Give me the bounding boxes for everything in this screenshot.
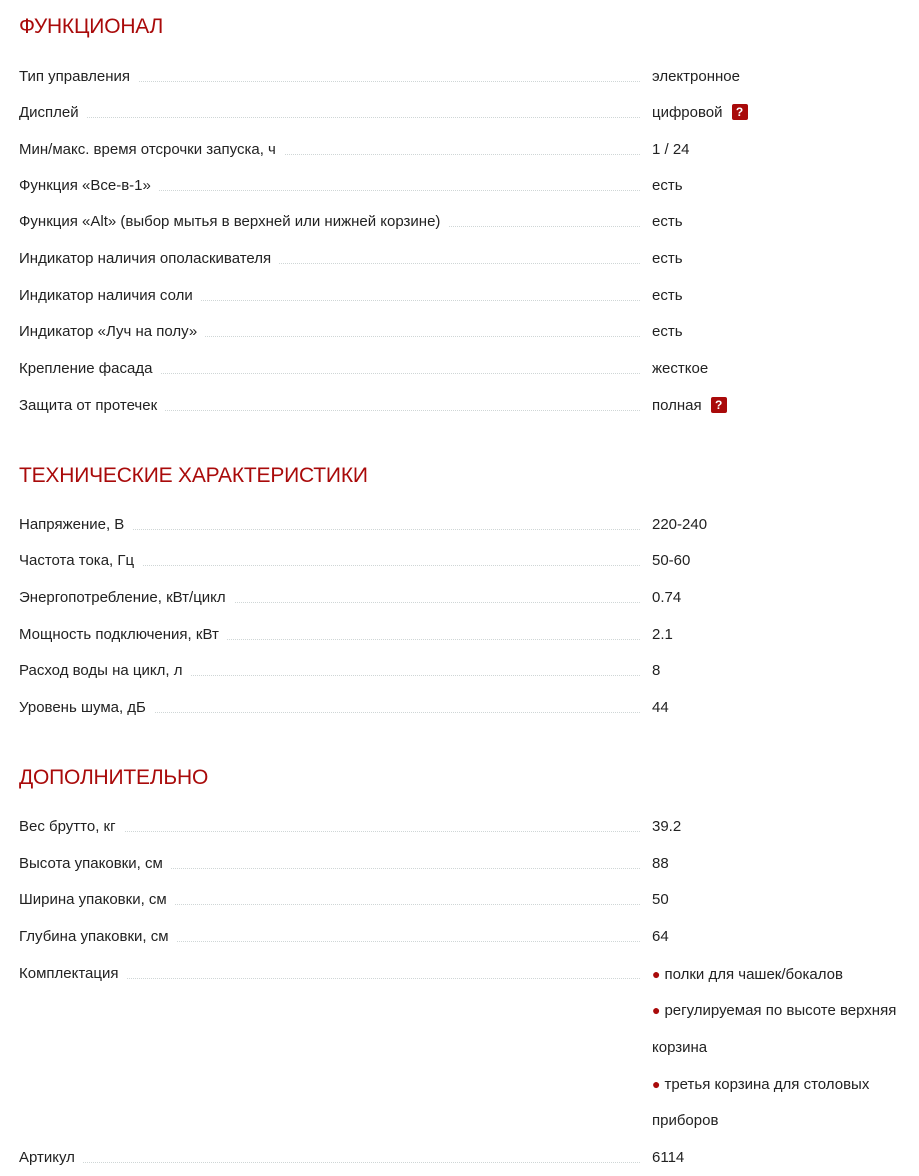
- kit-list-item-continuation: [652, 1029, 919, 1066]
- spec-row: [19, 321, 919, 343]
- spec-value: 6114: [652, 1149, 685, 1166]
- spec-value: есть: [652, 213, 683, 230]
- spec-label: Индикатор «Луч на полу»: [19, 323, 205, 340]
- section-title-technical: ТЕХНИЧЕСКИЕ ХАРАКТЕРИСТИКИ: [19, 464, 368, 487]
- help-icon[interactable]: ?: [732, 104, 748, 120]
- spec-label: Артикул: [19, 1149, 83, 1166]
- spec-label: Индикатор наличия ополаскивателя: [19, 250, 279, 267]
- spec-value: есть: [652, 323, 683, 340]
- spec-row: [19, 1147, 919, 1169]
- spec-row: [19, 175, 919, 197]
- spec-value: 2.1: [652, 626, 673, 643]
- bullet-dot-icon: ●: [652, 966, 661, 982]
- spec-label: Функция «Alt» (выбор мытья в верхней или нижней корзине): [19, 213, 448, 230]
- spec-label: Высота упаковки, см: [19, 855, 171, 872]
- spec-label: Частота тока, Гц: [19, 552, 142, 569]
- spec-row: [19, 248, 919, 270]
- section-title-additional: ДОПОЛНИТЕЛЬНО: [19, 766, 209, 789]
- spec-value: есть: [652, 250, 683, 267]
- spec-value: 64: [652, 928, 669, 945]
- help-icon[interactable]: ?: [711, 397, 727, 413]
- spec-row: [19, 358, 919, 380]
- spec-row: [19, 697, 919, 719]
- spec-row: [19, 102, 919, 124]
- spec-row: [19, 853, 919, 875]
- spec-label: Защита от протечек: [19, 397, 165, 414]
- kit-list-item-continuation: [652, 1102, 919, 1139]
- spec-label: Напряжение, В: [19, 516, 132, 533]
- spec-label: Тип управления: [19, 68, 138, 85]
- spec-row: [19, 550, 919, 572]
- kit-item-text: регулируемая по высоте верхняя: [664, 1002, 897, 1019]
- spec-value-with-help: [652, 395, 727, 417]
- spec-value: 50: [652, 891, 669, 908]
- spec-label: Энергопотребление, кВт/цикл: [19, 589, 234, 606]
- dotted-leader: [19, 117, 640, 118]
- spec-label: Расход воды на цикл, л: [19, 662, 190, 679]
- spec-value: 88: [652, 855, 669, 872]
- spec-row: [19, 660, 919, 682]
- dotted-leader: [19, 1162, 640, 1163]
- spec-row: [19, 395, 919, 417]
- spec-label: Мин/макс. время отсрочки запуска, ч: [19, 141, 284, 158]
- spec-label: Функция «Все-в-1»: [19, 177, 159, 194]
- spec-value: 50-60: [652, 552, 691, 569]
- spec-row: [19, 514, 919, 536]
- kit-list-item: [652, 1066, 919, 1103]
- bullet-dot-icon: ●: [652, 1002, 661, 1018]
- spec-label: Мощность подключения, кВт: [19, 626, 227, 643]
- spec-label: Уровень шума, дБ: [19, 699, 154, 716]
- kit-item-text: корзина: [652, 1039, 708, 1056]
- spec-value: 8: [652, 662, 661, 679]
- spec-value: 1 / 24: [652, 141, 690, 158]
- spec-value: 44: [652, 699, 669, 716]
- spec-label: Глубина упаковки, см: [19, 928, 177, 945]
- spec-value: 0.74: [652, 589, 682, 606]
- spec-value: 39.2: [652, 818, 682, 835]
- spec-value: электронное: [652, 68, 740, 85]
- spec-value-text: цифровой: [652, 104, 723, 121]
- kit-item-text: третья корзина для столовых: [664, 1076, 870, 1093]
- bullet-dot-icon: ●: [652, 1076, 661, 1092]
- kit-list-item: [652, 956, 919, 993]
- spec-label: Индикатор наличия соли: [19, 287, 201, 304]
- section-title-functional: ФУНКЦИОНАЛ: [19, 15, 164, 38]
- spec-value: есть: [652, 287, 683, 304]
- spec-label: Дисплей: [19, 104, 87, 121]
- spec-value: жесткое: [652, 360, 709, 377]
- spec-row: [19, 139, 919, 161]
- spec-row: [19, 66, 919, 88]
- spec-value-text: полная: [652, 397, 702, 414]
- spec-label: Ширина упаковки, см: [19, 891, 175, 908]
- spec-value-with-help: [652, 102, 748, 124]
- spec-value: 220-240: [652, 516, 708, 533]
- spec-row: [19, 926, 919, 948]
- spec-row: [19, 624, 919, 646]
- spec-label: Вес брутто, кг: [19, 818, 124, 835]
- spec-row: [19, 587, 919, 609]
- spec-label: Крепление фасада: [19, 360, 160, 377]
- kit-item-text: полки для чашек/бокалов: [664, 966, 843, 983]
- spec-row: [19, 889, 919, 911]
- spec-value: есть: [652, 177, 683, 194]
- spec-row: [19, 211, 919, 233]
- kit-item-text: приборов: [652, 1112, 719, 1129]
- kit-list-item: [652, 992, 919, 1029]
- spec-row: [19, 285, 919, 307]
- spec-label: Комплектация: [19, 965, 126, 982]
- spec-row: [19, 816, 919, 838]
